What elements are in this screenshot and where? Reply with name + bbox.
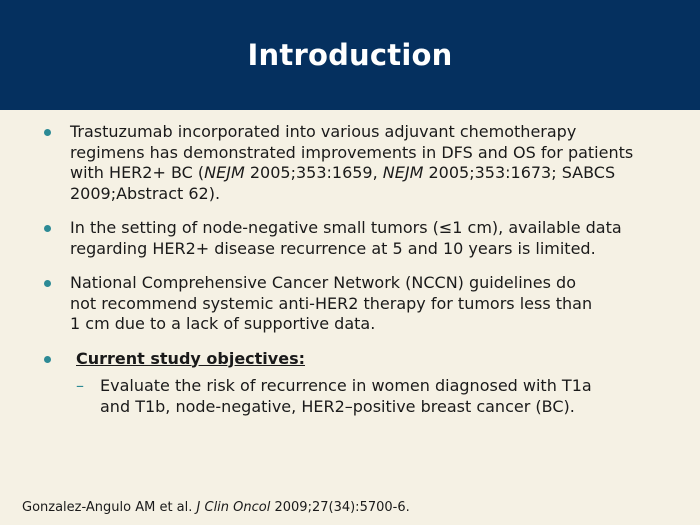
objectives-item: [44, 349, 654, 418]
bullet-item: [44, 218, 654, 259]
journal-ref: NEJM: [382, 163, 424, 182]
dash-icon: –: [76, 376, 84, 395]
sub-bullet-item: [70, 375, 654, 417]
title-bar: [0, 0, 700, 110]
objectives-label: Current study objectives:: [76, 348, 305, 368]
bullet-dot-icon: [44, 129, 51, 136]
bullet-dot-icon: [44, 280, 51, 287]
bullet-item: [44, 122, 654, 204]
citation: [22, 500, 410, 515]
citation-journal: J Clin Oncol: [196, 500, 271, 515]
bullet-dot-icon: [44, 225, 51, 232]
bullet-text: Trastuzumab incorporated into various adjuvant chemotherapy regimens has demonstrated improvements in DFS and OS for patients with HER2+ BC (: [70, 122, 634, 182]
bullet-item: [44, 273, 654, 335]
bullet-text: National Comprehensive Cancer Network (NCCN) guidelines do not recommend systemic anti-HER2 therapy for tumors less than 1 cm due to a lack of supportive data.: [70, 273, 593, 333]
bullet-dot-icon: [44, 356, 51, 363]
slide-content: [44, 122, 654, 429]
bullet-text: 2005;353:1673; SABCS 2009;Abstract 62).: [70, 163, 616, 203]
citation-details: 2009;27(34):5700-6.: [270, 500, 410, 515]
sub-bullet-text: Evaluate the risk of recurrence in women diagnosed with T1a and T1b, node-negative, HER2–positive breast cancer (BC).: [100, 376, 592, 416]
bullet-text: In the setting of node-negative small tumors (≤1 cm), available data regarding HER2+ disease recurrence at 5 and 10 years is limited.: [70, 218, 622, 258]
citation-authors: Gonzalez-Angulo AM et al.: [22, 500, 197, 515]
journal-ref: NEJM: [204, 163, 245, 182]
slide-title: Introduction: [247, 38, 453, 72]
bullet-text: 2005;353:1659,: [244, 163, 383, 182]
